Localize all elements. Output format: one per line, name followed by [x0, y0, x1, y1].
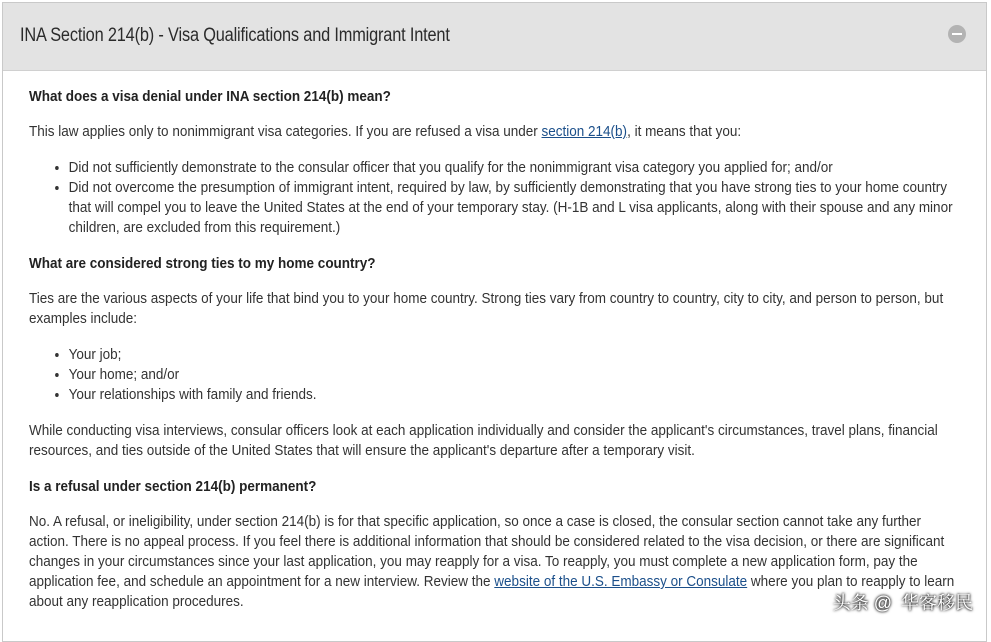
- section-heading-refusal-permanent: Is a refusal under section 214(b) permanent?: [29, 478, 317, 495]
- bullet-list: [29, 345, 961, 405]
- paragraph-text: This law applies only to nonimmigrant visa categories. If you are refused a visa under: [29, 123, 542, 140]
- bullet-list: [29, 158, 961, 238]
- section-paragraph: Ties are the various aspects of your life that bind you to your home country. Strong ties vary from country to country, city to city, and person to person, but examples include:: [29, 290, 944, 327]
- watermark: 头条 @ 华客移民: [832, 593, 973, 613]
- panel-body: [3, 71, 986, 612]
- paragraph-text: No. A refusal, or ineligibility, under section 214(b) is for that specific application, so once a case is closed, the consular section cannot take any further action. There is no appeal process. If you feel there is additional information that should be considered related to the visa decision, or there are significant changes in your circumstances since your last application, you may reapply for a visa. To reapply, you must complete a new application form, pay the application fee, and schedule an appointment for a new interview. Review the: [29, 513, 945, 590]
- embassy-website-link[interactable]: website of the U.S. Embassy or Consulate: [494, 573, 748, 590]
- accordion-panel: [2, 2, 987, 642]
- list-item: • Your home; and/or: [69, 365, 961, 385]
- list-item: • Did not sufficiently demonstrate to the consular officer that you qualify for the nonimmigrant visa category you applied for; and/or: [69, 158, 961, 178]
- list-item: • Your job;: [69, 345, 961, 365]
- section-heading-strong-ties: What are considered strong ties to my home country?: [29, 255, 376, 272]
- collapse-icon[interactable]: [948, 25, 966, 43]
- section-paragraph: [29, 512, 961, 612]
- section-214b-link[interactable]: section 214(b): [541, 123, 628, 140]
- panel-title: INA Section 214(b) - Visa Qualifications and Immigrant Intent: [20, 25, 450, 46]
- section-heading-denial-meaning: What does a visa denial under INA section 214(b) mean?: [29, 88, 391, 105]
- list-item: • Did not overcome the presumption of immigrant intent, required by law, by sufficiently demonstrating that you have strong ties to your home country that will compel you to leave the United States at the end of your temporary stay. (H-1B and L visa applicants, along with their spouse and any minor children, are excluded from this requirement.): [69, 178, 961, 238]
- list-item: • Your relationships with family and friends.: [69, 385, 961, 405]
- paragraph-text: where you plan to reapply to learn about any reapplication procedures.: [29, 573, 955, 610]
- section-paragraph: While conducting visa interviews, consular officers look at each application individually and consider the applicant's circumstances, travel plans, financial resources, and ties outside of the United States that will ensure the applicant's departure after a temporary visit.: [29, 422, 938, 459]
- paragraph-text: , it means that you:: [627, 123, 742, 140]
- accordion-header[interactable]: [3, 3, 986, 71]
- section-paragraph: [29, 122, 961, 142]
